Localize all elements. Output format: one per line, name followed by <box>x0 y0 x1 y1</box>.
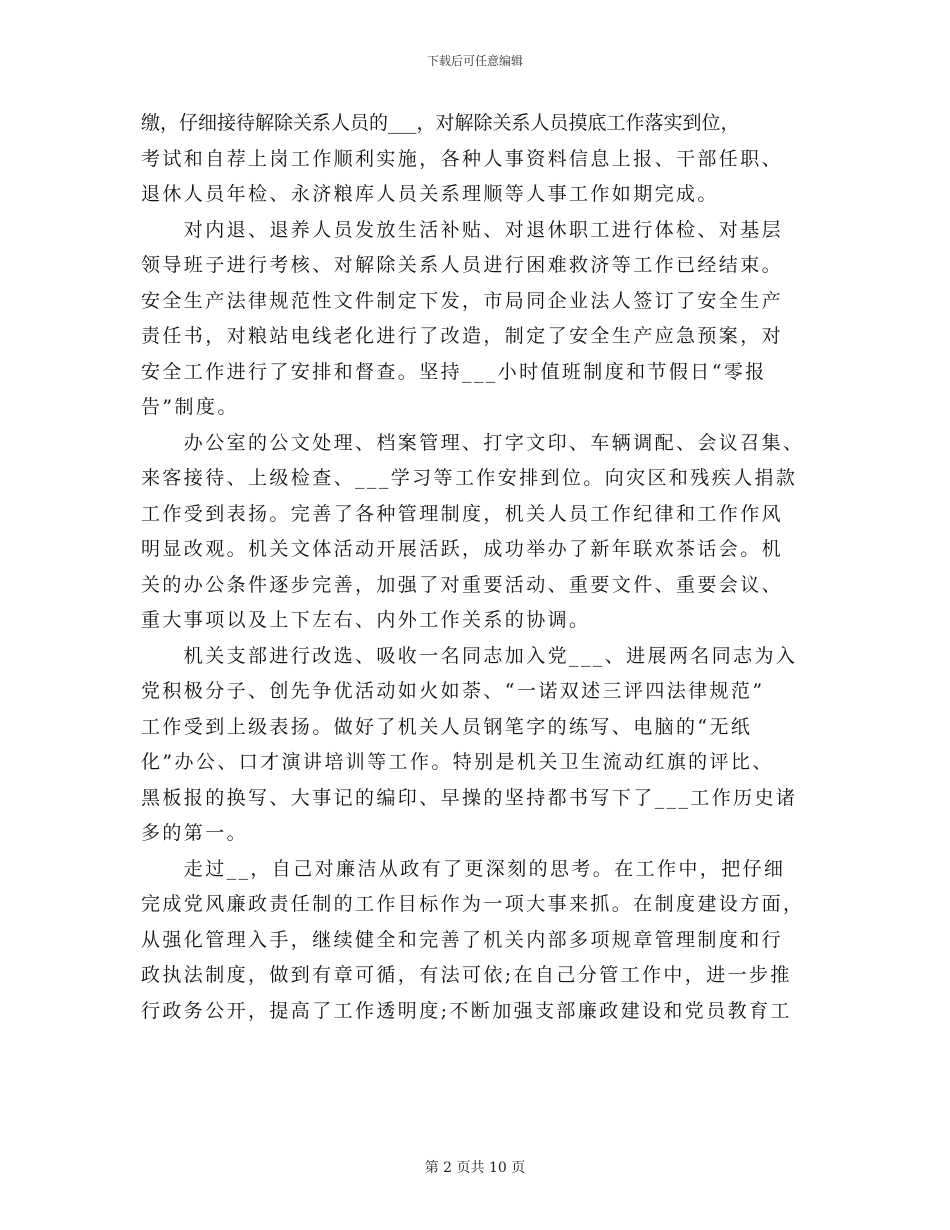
text-line: 告”制度。 <box>141 396 239 418</box>
text-line: 政执法制度，做到有章可循，有法可依;在自己分管工作中，进一步推 <box>141 964 792 986</box>
text-line: 办公室的公文处理、档案管理、打字文印、车辆调配、会议召集、 <box>141 431 805 454</box>
paragraph <box>141 106 817 213</box>
text-line: 走过__，自己对廉洁从政有了更深刻的思考。在工作中，把仔细 <box>141 857 786 880</box>
text-line: 从强化管理入手，继续健全和完善了机关内部多项规章管理制度和行 <box>141 928 784 951</box>
text-line: 机关支部进行改选、吸收一名同志加入党___、进展两名同志为入 <box>141 644 798 667</box>
text-line: 多的第一。 <box>141 822 249 844</box>
text-line: 关的办公条件逐步完善，加强了对重要活动、重要文件、重要会议、 <box>141 573 784 596</box>
text-line: 考试和自荐上岗工作顺利实施，各种人事资料信息上报、干部任职、 <box>141 147 784 170</box>
text-line: 对内退、退养人员发放生活补贴、对退休职工进行体检、对基层 <box>141 218 784 241</box>
text-line: 党积极分子、创先争优活动如火如荼、“一诺双述三评四法律规范” <box>141 680 765 702</box>
page-header: 下载后可任意编辑 <box>426 54 523 68</box>
page-footer: 第 2 页共 10 页 <box>424 1160 526 1176</box>
text-line: 明显改观。机关文体活动开展活跃，成功举办了新年联欢茶话会。机 <box>141 538 784 560</box>
paragraph <box>141 639 817 852</box>
text-line: 责任书，对粮站电线老化进行了改造，制定了安全生产应急预案，对 <box>141 325 784 347</box>
text-line: 行政务公开，提高了工作透明度;不断加强支部廉政建设和党员教育工 <box>141 999 792 1022</box>
text-line: 化”办公、口才演讲培训等工作。特别是机关卫生流动红旗的评比、 <box>141 751 774 773</box>
paragraph <box>141 852 817 1030</box>
text-line: 缴，仔细接待解除关系人员的___，对解除关系人员摸底工作落实到位， <box>141 112 740 134</box>
text-line: 完成党风廉政责任制的工作目标作为一项大事来抓。在制度建设方面， <box>141 893 805 915</box>
text-line: 退休人员年检、永济粮库人员关系理顺等人事工作如期完成。 <box>141 183 719 205</box>
text-line: 工作受到表扬。完善了各种管理制度，机关人员工作纪律和工作作风 <box>141 502 784 525</box>
paragraph <box>141 213 817 426</box>
text-line: 领导班子进行考核、对解除关系人员进行困难救济等工作已经结束。 <box>141 254 784 276</box>
text-line: 安全生产法律规范性文件制定下发，市局同企业法人签订了安全生产 <box>141 289 784 312</box>
paragraph <box>141 426 817 639</box>
text-line: 来客接待、上级检查、___学习等工作安排到位。向灾区和残疾人捐款 <box>141 467 798 489</box>
document-body <box>141 106 817 1029</box>
text-line: 黑板报的换写、大事记的编印、早操的坚持都书写下了___工作历史诸 <box>141 786 798 809</box>
text-line: 重大事项以及上下左右、内外工作关系的协调。 <box>141 609 591 631</box>
text-line: 安全工作进行了安排和督查。坚持___小时值班制度和节假日“零报 <box>141 360 767 383</box>
text-line: 工作受到上级表扬。做好了机关人员钢笔字的练写、电脑的“无纸 <box>141 715 753 738</box>
